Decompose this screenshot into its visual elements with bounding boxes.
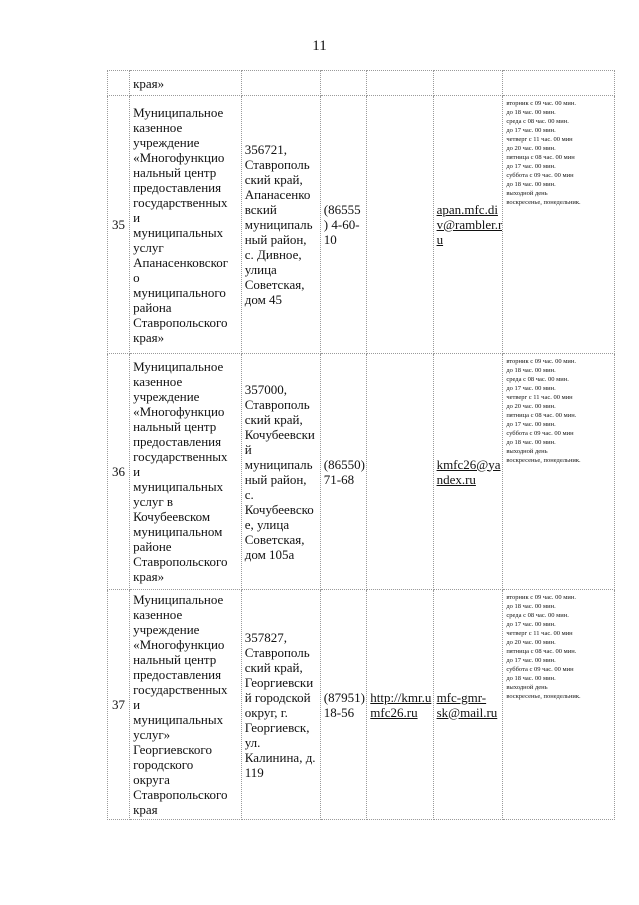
institution-website[interactable] [367,96,433,354]
row-number: 35 [108,96,130,354]
institution-email[interactable]: kmfc26@ya ndex.ru [433,354,503,590]
continuation-row [108,71,615,96]
cell-empty [108,71,130,96]
work-schedule: вторник с 09 час. 00 мин. до 18 час. 00 мин. среда с 08 час. 00 мин. до 17 час. 00 мин. четверг с 11 час. 00 мин до 20 час. 00 мин. пятница с 08 час. 00 мин. до 17 час. 00 мин. суббота с 09 час. 00 мин до 18 час. 00 мин. выходной день воскресенье, понедельник. [506,594,581,700]
table-row [108,354,615,590]
institution-website[interactable]: http://kmr.u mfc26.ru [367,590,433,820]
institution-address: 357000, Ставрополь ский край, Кочубеевски й муниципаль ный район, с. Кочубеевско е, улица Советская, дом 105а [241,354,320,590]
schedule-cell [503,590,615,820]
institution-address: 356721, Ставрополь ский край, Апанасенко вский муниципаль ный район, с. Дивное, улица Советская, дом 45 [241,96,320,354]
institution-phone: (86555 ) 4-60- 10 [320,96,367,354]
row-number: 36 [108,354,130,590]
cell-empty [320,71,367,96]
work-schedule: вторник с 09 час. 00 мин. до 18 час. 00 мин. среда с 08 час. 00 мин. до 17 час. 00 мин. четверг с 11 час. 00 мин до 20 час. 00 мин. пятница с 08 час. 00 мин до 17 час. 00 мин. суббота с 09 час. 00 мин до 18 час. 00 мин. выходной день воскресенье, понедельник. [506,100,581,206]
cell-empty [503,71,615,96]
institution-name: Муниципальное казенное учреждение «Многофункцио нальный центр предоставления государственных и муниципальных услуг в Кочубеевском муниципальном районе Ставропольского края» [130,354,242,590]
schedule-cell [503,96,615,354]
work-schedule: вторник с 09 час. 00 мин. до 18 час. 00 мин. среда с 08 час. 00 мин. до 17 час. 00 мин. четверг с 11 час. 00 мин до 20 час. 00 мин. пятница с 08 час. 00 мин. до 17 час. 00 мин. суббота с 09 час. 00 мин до 18 час. 00 мин. выходной день воскресенье, понедельник. [506,358,581,464]
continuation-text: края» [130,71,242,96]
institution-website[interactable] [367,354,433,590]
institution-email[interactable]: mfc-gmr- sk@mail.ru [433,590,503,820]
institution-name: Муниципальное казенное учреждение «Многофункцио нальный центр предоставления государственных и муниципальных услуг» Георгиевского городского округа Ставропольского края [130,590,242,820]
cell-empty [241,71,320,96]
institution-phone: (86550) 71-68 [320,354,367,590]
institution-address: 357827, Ставрополь ский край, Георгиевски й городской округ, г. Георгиевск, ул. Калинина, д. 119 [241,590,320,820]
page-number: 11 [312,38,327,54]
institution-phone: (87951) 18-56 [320,590,367,820]
table-row [108,96,615,354]
schedule-cell [503,354,615,590]
cell-empty [433,71,503,96]
table-row [108,590,615,820]
row-number: 37 [108,590,130,820]
cell-empty [367,71,433,96]
institution-email[interactable]: apan.mfc.di v@rambler.r u [433,96,503,354]
mfc-table [107,70,615,820]
institution-name: Муниципальное казенное учреждение «Многофункцио нальный центр предоставления государственных и муниципальных услуг Апанасенковског о муниципального района Ставропольского края» [130,96,242,354]
